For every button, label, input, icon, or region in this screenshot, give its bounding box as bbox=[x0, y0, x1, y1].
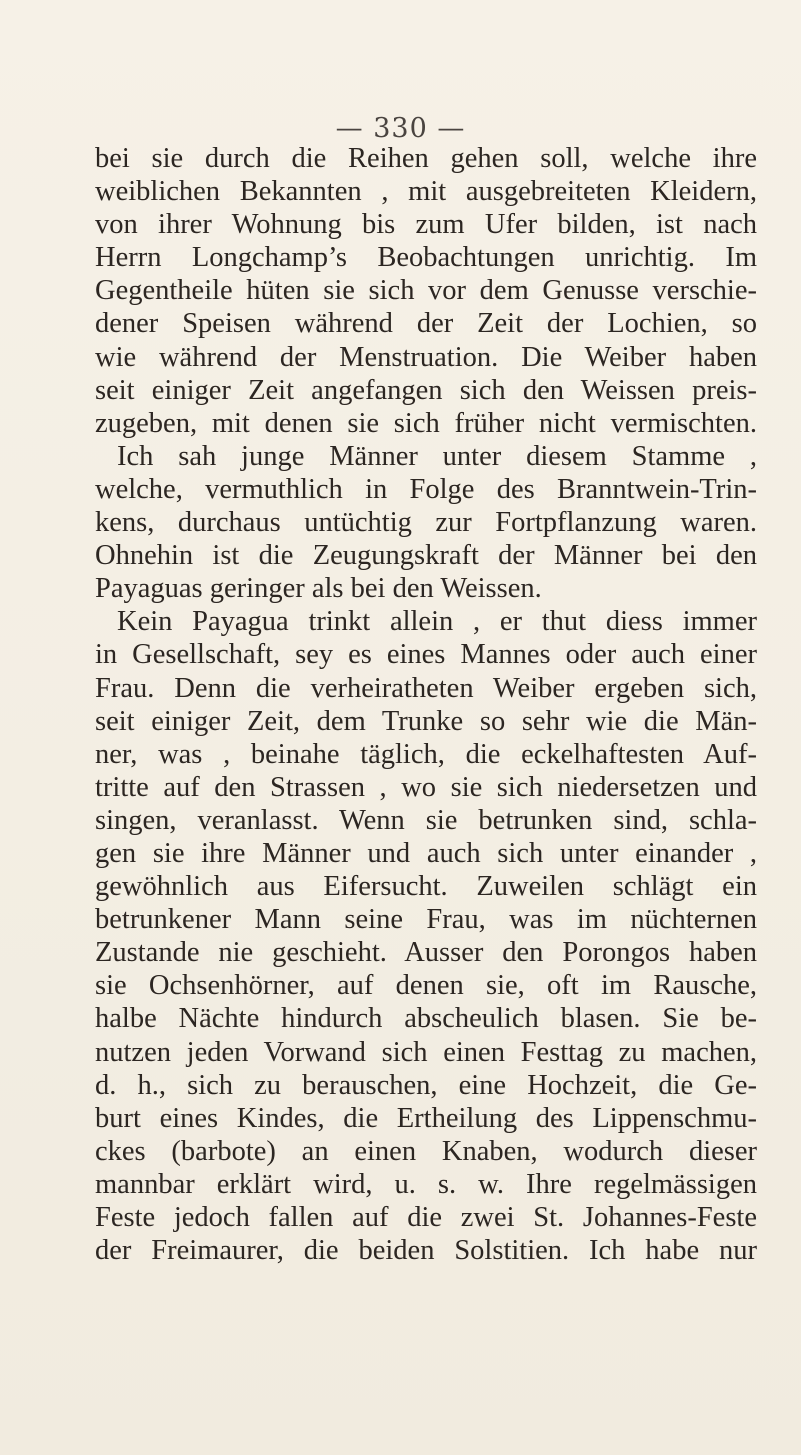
text-line: bei sie durch die Reihen gehen soll, welche ihre bbox=[95, 143, 757, 174]
text-line: gen sie ihre Männer und auch sich unter einander , bbox=[95, 837, 757, 869]
text-line: dener Speisen während der Zeit der Lochien, so bbox=[95, 308, 757, 340]
text-line: tritte auf den Strassen , wo sie sich niedersetzen und bbox=[95, 771, 757, 803]
text-line: kens, durchaus untüchtig zur Fortpflanzung waren. bbox=[95, 507, 757, 539]
text-line: der Freimaurer, die beiden Solstitien. Ich habe nur bbox=[95, 1235, 757, 1267]
text-line: seit einiger Zeit angefangen sich den Weissen preis- bbox=[95, 374, 757, 406]
page-number: — 330 — bbox=[335, 113, 466, 144]
text-line: Payaguas geringer als bei den Weissen. bbox=[95, 573, 542, 605]
text-line: mannbar erklärt wird, u. s. w. Ihre regelmässigen bbox=[95, 1168, 757, 1200]
text-line: burt eines Kindes, die Ertheilung des Lippenschmu- bbox=[95, 1102, 757, 1134]
text-line: halbe Nächte hindurch abscheulich blasen. Sie be- bbox=[95, 1003, 757, 1035]
body-text bbox=[95, 142, 757, 1267]
text-line: Ich sah junge Männer unter diesem Stamme , bbox=[117, 440, 757, 472]
text-line: gewöhnlich aus Eifersucht. Zuweilen schlägt ein bbox=[95, 871, 757, 903]
text-line: singen, veranlasst. Wenn sie betrunken sind, schla- bbox=[95, 804, 757, 836]
text-line: wie während der Menstruation. Die Weiber haben bbox=[95, 341, 757, 373]
text-line: Herrn Longchamp’s Beobachtungen unrichtig. Im bbox=[95, 242, 757, 274]
text-line: zugeben, mit denen sie sich früher nicht vermischten. bbox=[95, 407, 757, 439]
text-line: Frau. Denn die verheiratheten Weiber ergeben sich, bbox=[95, 672, 757, 704]
text-line: Zustande nie geschieht. Ausser den Porongos haben bbox=[95, 937, 757, 969]
text-line: in Gesellschaft, sey es eines Mannes oder auch einer bbox=[95, 639, 757, 671]
text-line: Feste jedoch fallen auf die zwei St. Johannes-Feste bbox=[95, 1202, 757, 1233]
text-line: Kein Payagua trinkt allein , er thut diess immer bbox=[117, 606, 757, 638]
text-line: Ohnehin ist die Zeugungskraft der Männer bei den bbox=[95, 540, 757, 572]
text-line: nutzen jeden Vorwand sich einen Festtag zu machen, bbox=[95, 1036, 757, 1068]
text-line: seit einiger Zeit, dem Trunke so sehr wie die Män- bbox=[95, 705, 757, 737]
text-line: weiblichen Bekannten , mit ausgebreiteten Kleidern, bbox=[95, 176, 757, 208]
text-line: welche, vermuthlich in Folge des Branntwein-Trin- bbox=[95, 473, 757, 505]
text-line: sie Ochsenhörner, auf denen sie, oft im Rausche, bbox=[95, 970, 757, 1002]
text-line: Gegentheile hüten sie sich vor dem Genusse verschie- bbox=[95, 275, 757, 307]
text-line: betrunkener Mann seine Frau, was im nüchternen bbox=[95, 904, 757, 936]
text-line: ner, was , beinahe täglich, die eckelhaftesten Auf- bbox=[95, 738, 757, 770]
text-line: von ihrer Wohnung bis zum Ufer bilden, ist nach bbox=[95, 209, 757, 241]
text-line: d. h., sich zu berauschen, eine Hochzeit, die Ge- bbox=[95, 1069, 757, 1101]
text-line: ckes (barbote) an einen Knaben, wodurch dieser bbox=[95, 1135, 757, 1167]
